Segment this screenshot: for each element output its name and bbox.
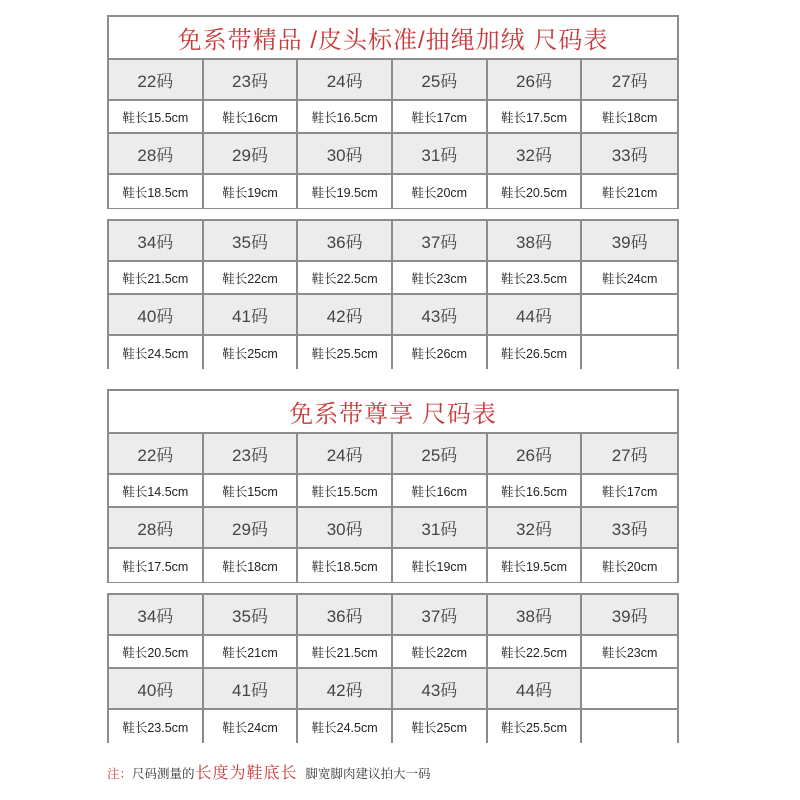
length-cell: 鞋长25cm [204, 336, 299, 369]
size-cell: 36码 [298, 221, 393, 262]
size-cell: 22码 [109, 60, 204, 101]
note-advice: 脚宽脚肉建议拍大一码 [305, 767, 431, 781]
length-cell: 鞋长16cm [393, 475, 488, 508]
size-cell: 37码 [393, 595, 488, 636]
size-cell: 29码 [204, 508, 299, 549]
size-cell: 36码 [298, 595, 393, 636]
size-chart-title: 免系带精品 /皮头标准/抽绳加绒 尺码表 [109, 17, 677, 60]
length-cell: 鞋长17.5cm [488, 101, 583, 134]
size-cell: 41码 [204, 669, 299, 710]
size-cell: 27码 [582, 60, 677, 101]
length-cell: 鞋长16cm [204, 101, 299, 134]
size-cell: 25码 [393, 434, 488, 475]
length-cell: 鞋长17cm [582, 475, 677, 508]
note-text: 尺码测量的 [132, 767, 195, 781]
size-cell: 33码 [582, 508, 677, 549]
size-cell: 23码 [204, 434, 299, 475]
length-cell: 鞋长22cm [393, 636, 488, 669]
length-cell: 鞋长24.5cm [109, 336, 204, 369]
size-cell: 37码 [393, 221, 488, 262]
size-cell: 25码 [393, 60, 488, 101]
size-cell: 33码 [582, 134, 677, 175]
length-cell: 鞋长18cm [204, 549, 299, 582]
size-cell: 26码 [488, 434, 583, 475]
size-cell: 34码 [109, 221, 204, 262]
length-cell: 鞋长16.5cm [298, 101, 393, 134]
length-cell: 鞋长25cm [393, 710, 488, 743]
size-cell: 31码 [393, 134, 488, 175]
size-cell: 43码 [393, 669, 488, 710]
size-chart-premium-block-b [107, 593, 679, 743]
length-cell: 鞋长16.5cm [488, 475, 583, 508]
empty-cell [582, 295, 677, 336]
size-cell: 39码 [582, 221, 677, 262]
size-cell: 30码 [298, 508, 393, 549]
length-cell: 鞋长19.5cm [298, 175, 393, 208]
size-cell: 42码 [298, 669, 393, 710]
empty-cell [582, 669, 677, 710]
length-cell: 鞋长24cm [204, 710, 299, 743]
length-cell: 鞋长19.5cm [488, 549, 583, 582]
length-cell: 鞋长19cm [393, 549, 488, 582]
size-cell: 39码 [582, 595, 677, 636]
size-cell: 23码 [204, 60, 299, 101]
size-cell: 24码 [298, 434, 393, 475]
length-cell: 鞋长15.5cm [109, 101, 204, 134]
length-cell: 鞋长22.5cm [298, 262, 393, 295]
size-chart-standard-block-b [107, 219, 679, 369]
size-cell: 32码 [488, 134, 583, 175]
length-cell: 鞋长17cm [393, 101, 488, 134]
size-cell: 29码 [204, 134, 299, 175]
size-cell: 44码 [488, 295, 583, 336]
size-cell: 35码 [204, 221, 299, 262]
size-cell: 43码 [393, 295, 488, 336]
note-highlight: 长度为鞋底长 [195, 765, 298, 782]
length-cell: 鞋长26cm [393, 336, 488, 369]
length-cell: 鞋长15.5cm [298, 475, 393, 508]
length-cell: 鞋长24.5cm [298, 710, 393, 743]
length-cell: 鞋长19cm [204, 175, 299, 208]
size-chart-title: 免系带尊享 尺码表 [109, 391, 677, 434]
size-cell: 24码 [298, 60, 393, 101]
size-cell: 38码 [488, 595, 583, 636]
length-cell: 鞋长24cm [582, 262, 677, 295]
size-cell: 32码 [488, 508, 583, 549]
length-cell: 鞋长23cm [393, 262, 488, 295]
size-cell: 40码 [109, 669, 204, 710]
size-cell: 30码 [298, 134, 393, 175]
length-cell: 鞋长21.5cm [109, 262, 204, 295]
size-cell: 26码 [488, 60, 583, 101]
length-cell: 鞋长21.5cm [298, 636, 393, 669]
size-cell: 38码 [488, 221, 583, 262]
size-cell: 28码 [109, 508, 204, 549]
length-cell: 鞋长15cm [204, 475, 299, 508]
size-grid [109, 434, 677, 582]
length-cell: 鞋长21cm [582, 175, 677, 208]
length-cell: 鞋长23.5cm [488, 262, 583, 295]
length-cell: 鞋长18cm [582, 101, 677, 134]
length-cell: 鞋长23.5cm [109, 710, 204, 743]
length-cell: 鞋长23cm [582, 636, 677, 669]
length-cell: 鞋长25.5cm [298, 336, 393, 369]
length-cell: 鞋长26.5cm [488, 336, 583, 369]
length-cell: 鞋长17.5cm [109, 549, 204, 582]
length-cell: 鞋长18.5cm [109, 175, 204, 208]
size-cell: 40码 [109, 295, 204, 336]
length-cell: 鞋长14.5cm [109, 475, 204, 508]
empty-cell [582, 710, 677, 743]
size-cell: 42码 [298, 295, 393, 336]
size-cell: 28码 [109, 134, 204, 175]
size-cell: 27码 [582, 434, 677, 475]
size-grid [109, 221, 677, 369]
length-cell: 鞋长20.5cm [488, 175, 583, 208]
size-grid [109, 595, 677, 743]
size-grid [109, 60, 677, 208]
size-cell: 31码 [393, 508, 488, 549]
length-cell: 鞋长21cm [204, 636, 299, 669]
length-cell: 鞋长20.5cm [109, 636, 204, 669]
size-chart-premium-block-a [107, 389, 679, 583]
size-cell: 35码 [204, 595, 299, 636]
size-cell: 44码 [488, 669, 583, 710]
length-cell: 鞋长20cm [582, 549, 677, 582]
empty-cell [582, 336, 677, 369]
measurement-note [107, 760, 431, 783]
length-cell: 鞋长22cm [204, 262, 299, 295]
length-cell: 鞋长20cm [393, 175, 488, 208]
note-prefix: 注： [107, 767, 133, 781]
length-cell: 鞋长22.5cm [488, 636, 583, 669]
length-cell: 鞋长18.5cm [298, 549, 393, 582]
size-cell: 22码 [109, 434, 204, 475]
size-chart-standard-block-a [107, 15, 679, 209]
length-cell: 鞋长25.5cm [488, 710, 583, 743]
size-cell: 34码 [109, 595, 204, 636]
size-cell: 41码 [204, 295, 299, 336]
